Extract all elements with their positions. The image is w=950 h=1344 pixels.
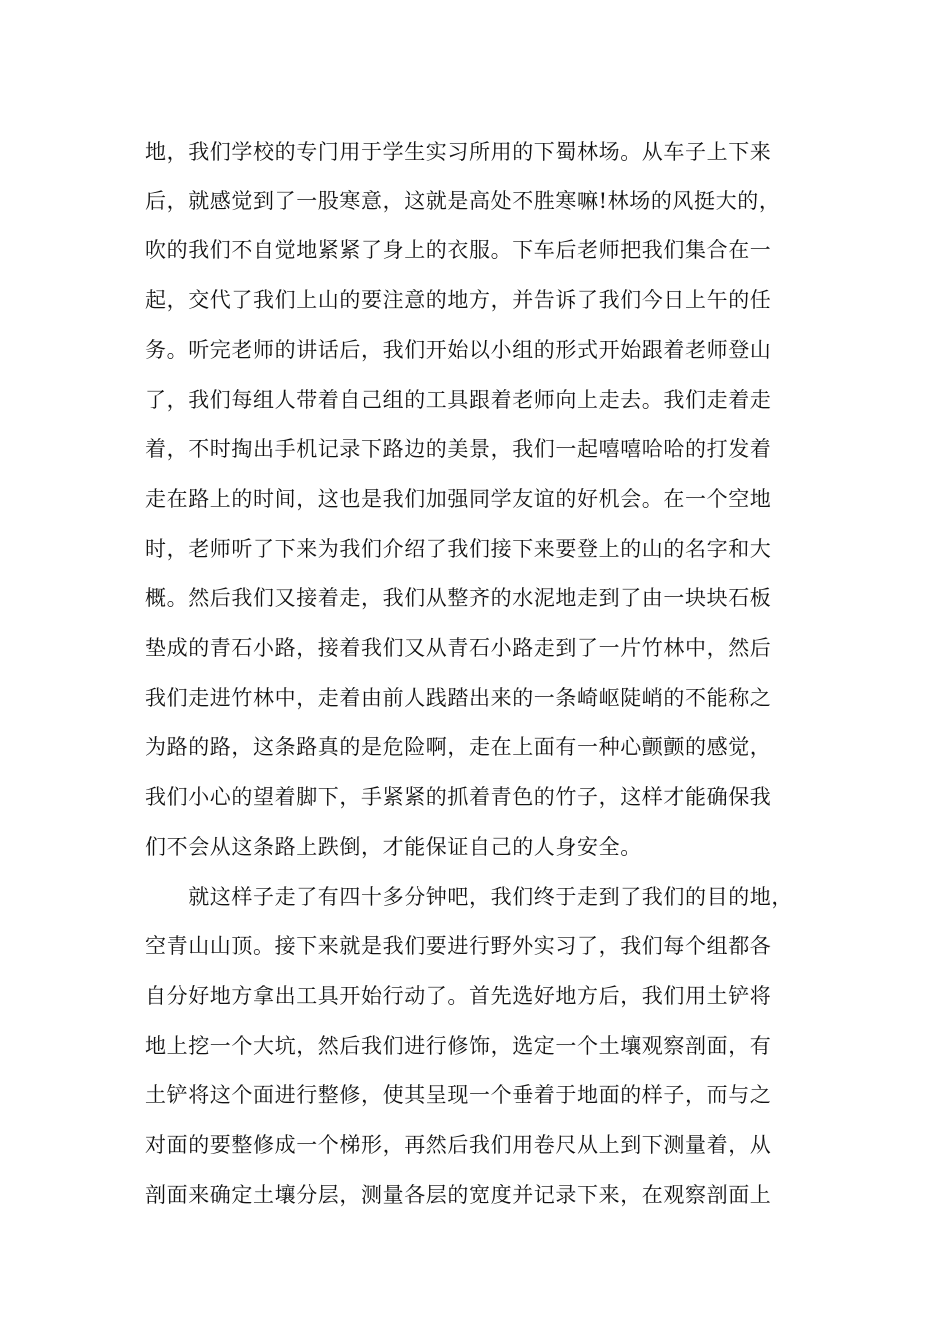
paragraph1-line-6: 了，我们每组人带着自己组的工具跟着老师向上走去。我们走着走	[145, 388, 772, 412]
paragraph2-line-1: 就这样子走了有四十多分钟吧，我们终于走到了我们的目的地，	[145, 885, 793, 909]
paragraph1-line-13: 为路的路，这条路真的是危险啊，走在上面有一种心颤颤的感觉，	[145, 735, 772, 759]
paragraph1-line-15: 们不会从这条路上跌倒，才能保证自己的人身安全。	[145, 835, 642, 859]
paragraph1-line-2: 后，就感觉到了一股寒意，这就是高处不胜寒嘛!林场的风挺大的，	[145, 189, 781, 213]
paragraph1-line-11: 垫成的青石小路，接着我们又从青石小路走到了一片竹林中，然后	[145, 636, 772, 660]
paragraph1-line-7: 着，不时掏出手机记录下路边的美景，我们一起嘻嘻哈哈的打发着	[145, 437, 772, 461]
paragraph2-line-4: 地上挖一个大坑，然后我们进行修饰，选定一个土壤观察剖面，有	[145, 1034, 772, 1058]
paragraph1-line-5: 务。听完老师的讲话后，我们开始以小组的形式开始跟着老师登山	[145, 338, 772, 362]
paragraph2-line-7: 剖面来确定土壤分层，测量各层的宽度并记录下来，在观察剖面上	[145, 1183, 772, 1207]
paragraph1-line-4: 起，交代了我们上山的要注意的地方，并告诉了我们今日上午的任	[145, 288, 772, 312]
paragraph1-line-9: 时，老师听了下来为我们介绍了我们接下来要登上的山的名字和大	[145, 537, 772, 561]
paragraph1-line-3: 吹的我们不自觉地紧紧了身上的衣服。下车后老师把我们集合在一	[145, 238, 772, 262]
paragraph1-line-8: 走在路上的时间，这也是我们加强同学友谊的好机会。在一个空地	[145, 487, 772, 511]
paragraph2-line-2: 空青山山顶。接下来就是我们要进行野外实习了，我们每个组都各	[145, 934, 772, 958]
paragraph2-line-6: 对面的要整修成一个梯形，再然后我们用卷尺从上到下测量着，从	[145, 1133, 772, 1157]
paragraph2-line-5: 土铲将这个面进行整修，使其呈现一个垂着于地面的样子，而与之	[145, 1083, 772, 1107]
paragraph1-line-14: 我们小心的望着脚下，手紧紧的抓着青色的竹子，这样才能确保我	[145, 785, 772, 809]
paragraph2-line-3: 自分好地方拿出工具开始行动了。首先选好地方后，我们用土铲将	[145, 984, 772, 1008]
paragraph1-line-1: 地，我们学校的专门用于学生实习所用的下蜀林场。从车子上下来	[145, 140, 772, 164]
paragraph1-line-10: 概。然后我们又接着走，我们从整齐的水泥地走到了由一块块石板	[145, 586, 772, 610]
paragraph1-line-12: 我们走进竹林中，走着由前人践踏出来的一条崎岖陡峭的不能称之	[145, 686, 772, 710]
